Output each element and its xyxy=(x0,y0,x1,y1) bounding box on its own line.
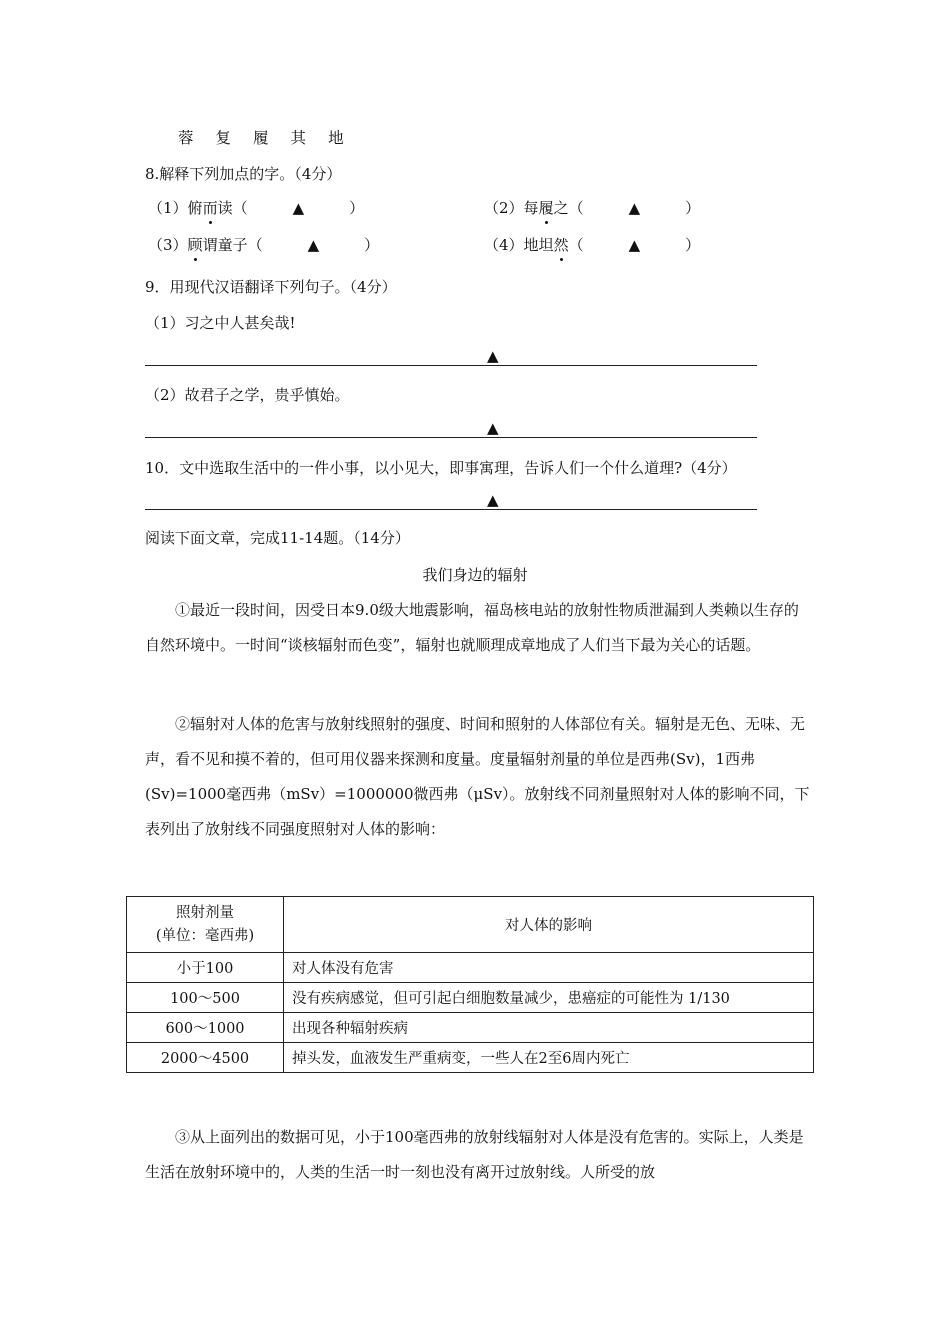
dose-cell: 2000～4500 xyxy=(127,1043,284,1073)
answer-blank[interactable]: （ ▲ ） xyxy=(568,199,701,217)
article-title: 我们身边的辐射 xyxy=(422,566,528,584)
header-words xyxy=(178,126,344,148)
dotted-char: 而 xyxy=(202,199,218,217)
reading-intro: 阅读下面文章，完成11-14题。（14分） xyxy=(145,529,410,547)
answer-blank[interactable]: （ ▲ ） xyxy=(568,236,701,254)
answer-mark: ▲ xyxy=(487,419,499,437)
q8-item-1: （1）俯而读（ ▲ ） xyxy=(148,199,365,217)
q8-item-3: （3）顾谓童子（ ▲ ） xyxy=(148,236,380,254)
q8-title: 8.解释下列加点的字。（4分） xyxy=(145,165,342,183)
answer-line[interactable] xyxy=(145,509,757,510)
dotted-char: 顾 xyxy=(187,236,203,254)
dose-cell: 小于100 xyxy=(127,953,284,983)
paragraph-1: ①最近一段时间，因受日本9.0级大地震影响，福岛核电站的放射性物质泄漏到人类赖以生存的自然环境中。一时间“谈核辐射而色变”，辐射也就顺理成章地成了人们当下最为关心的话题。 xyxy=(145,601,799,654)
table-header-row xyxy=(127,897,814,953)
header-effect: 对人体的影响 xyxy=(284,897,814,953)
header-word: 蓉 xyxy=(178,129,194,147)
answer-blank[interactable]: （ ▲ ） xyxy=(232,199,365,217)
answer-line[interactable] xyxy=(145,437,757,438)
dotted-char: 履 xyxy=(538,199,554,217)
answer-line[interactable] xyxy=(145,365,757,366)
answer-blank[interactable]: （ ▲ ） xyxy=(247,236,380,254)
table-row xyxy=(127,983,814,1013)
q9-sentence-1: （1）习之中人甚矣哉! xyxy=(145,314,296,332)
header-word: 复 xyxy=(215,129,232,147)
effect-cell: 没有疾病感觉，但可引起白细胞数量减少，患癌症的可能性为 1/130 xyxy=(284,983,814,1013)
q9-sentence-2: （2）故君子之学，贵乎慎始。 xyxy=(145,386,350,404)
answer-mark: ▲ xyxy=(487,491,499,509)
table-row xyxy=(127,1043,814,1073)
dose-cell: 600～1000 xyxy=(127,1013,284,1043)
header-word: 地 xyxy=(328,129,344,147)
q9-title: 9．用现代汉语翻译下列句子。（4分） xyxy=(145,278,397,296)
effect-cell: 掉头发，血液发生严重病变，一些人在2至6周内死亡 xyxy=(284,1043,814,1073)
radiation-table xyxy=(126,896,814,1073)
paragraph-2: ②辐射对人体的危害与放射线照射的强度、时间和照射的人体部位有关。辐射是无色、无味、无声，看不见和摸不着的，但可用仪器来探测和度量。度量辐射剂量的单位是西弗(Sv)，1西弗(Sv)=1000毫西弗（mSv）=1000000微西弗（μSv）。放射线不同剂量照射对人体的影响不同，下表列出了放射线不同强度照射对人体的影响： xyxy=(145,715,810,838)
table-row xyxy=(127,953,814,983)
header-word: 履 xyxy=(253,129,269,147)
dotted-char: 然 xyxy=(553,236,569,254)
answer-mark: ▲ xyxy=(487,347,499,365)
q8-item-2: （2）每履之（ ▲ ） xyxy=(484,199,701,217)
effect-cell: 对人体没有危害 xyxy=(284,953,814,983)
q10-title: 10．文中选取生活中的一件小事，以小见大，即事寓理，告诉人们一个什么道理?（4分） xyxy=(145,459,737,477)
paragraph-3: ③从上面列出的数据可见，小于100毫西弗的放射线辐射对人体是没有危害的。实际上，人类是生活在放射环境中的，人类的生活一时一刻也没有离开过放射线。人所受的放 xyxy=(145,1128,804,1181)
table-row xyxy=(127,1013,814,1043)
header-word: 其 xyxy=(290,129,307,147)
dose-cell: 100～500 xyxy=(127,983,284,1013)
q8-item-4: （4）地坦然（ ▲ ） xyxy=(484,236,701,254)
effect-cell: 出现各种辐射疾病 xyxy=(284,1013,814,1043)
header-dose: 照射剂量 (单位：毫西弗) xyxy=(127,897,284,953)
